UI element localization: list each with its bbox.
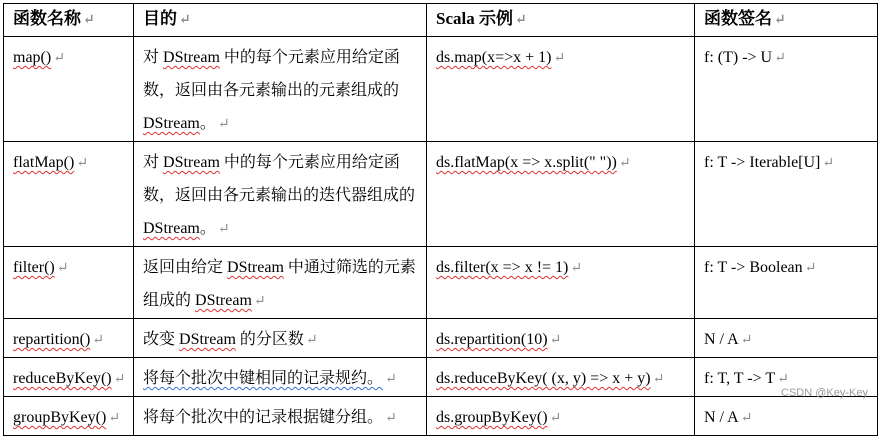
header-row <box>4 4 878 37</box>
table-row <box>4 358 878 397</box>
table-row <box>4 37 878 142</box>
table-row <box>4 247 878 319</box>
header-scala-example: Scala 示例 ↵ <box>427 4 695 37</box>
purpose-cell: 将每个批次中键相同的记录规约。 ↵ <box>134 358 427 397</box>
signature-cell: f: T -> Boolean ↵ <box>695 247 878 319</box>
signature-cell: f: (T) -> U ↵ <box>695 37 878 142</box>
watermark: CSDN @Key-Key <box>781 387 868 399</box>
example-cell: ds.reduceByKey( (x, y) => x + y) ↵ <box>427 358 695 397</box>
header-purpose: 目的 ↵ <box>134 4 427 37</box>
purpose-cell: 改变 DStream 的分区数 ↵ <box>134 319 427 358</box>
example-cell: ds.repartition(10) ↵ <box>427 319 695 358</box>
function-name-cell: groupByKey() ↵ <box>4 397 134 436</box>
function-name-cell: repartition() ↵ <box>4 319 134 358</box>
function-name-cell: filter() ↵ <box>4 247 134 319</box>
signature-cell: f: T, T -> T ↵ <box>695 358 878 397</box>
example-cell: ds.map(x=>x + 1) ↵ <box>427 37 695 142</box>
purpose-cell: 将每个批次中的记录根据键分组。 ↵ <box>134 397 427 436</box>
table-row <box>4 319 878 358</box>
header-function-name: 函数名称 ↵ <box>4 4 134 37</box>
rdd-transformations-table <box>3 3 878 436</box>
signature-cell: f: T -> Iterable[U] ↵ <box>695 142 878 247</box>
signature-cell: N / A ↵ <box>695 319 878 358</box>
purpose-cell: 对 DStream 中的每个元素应用给定函数，返回由各元素输出的迭代器组成的 DStream。 ↵ <box>134 142 427 247</box>
function-name-cell: flatMap() ↵ <box>4 142 134 247</box>
example-cell: ds.flatMap(x => x.split(" ")) ↵ <box>427 142 695 247</box>
example-cell: ds.groupByKey() ↵ <box>427 397 695 436</box>
function-name-cell: map() ↵ <box>4 37 134 142</box>
table-row <box>4 397 878 436</box>
purpose-cell: 对 DStream 中的每个元素应用给定函数，返回由各元素输出的元素组成的 DStream。 ↵ <box>134 37 427 142</box>
table-row <box>4 142 878 247</box>
purpose-cell: 返回由给定 DStream 中通过筛选的元素组成的 DStream ↵ <box>134 247 427 319</box>
header-signature: 函数签名 ↵ <box>695 4 878 37</box>
example-cell: ds.filter(x => x != 1) ↵ <box>427 247 695 319</box>
signature-cell: N / A ↵ <box>695 397 878 436</box>
function-name-cell: reduceByKey() ↵ <box>4 358 134 397</box>
